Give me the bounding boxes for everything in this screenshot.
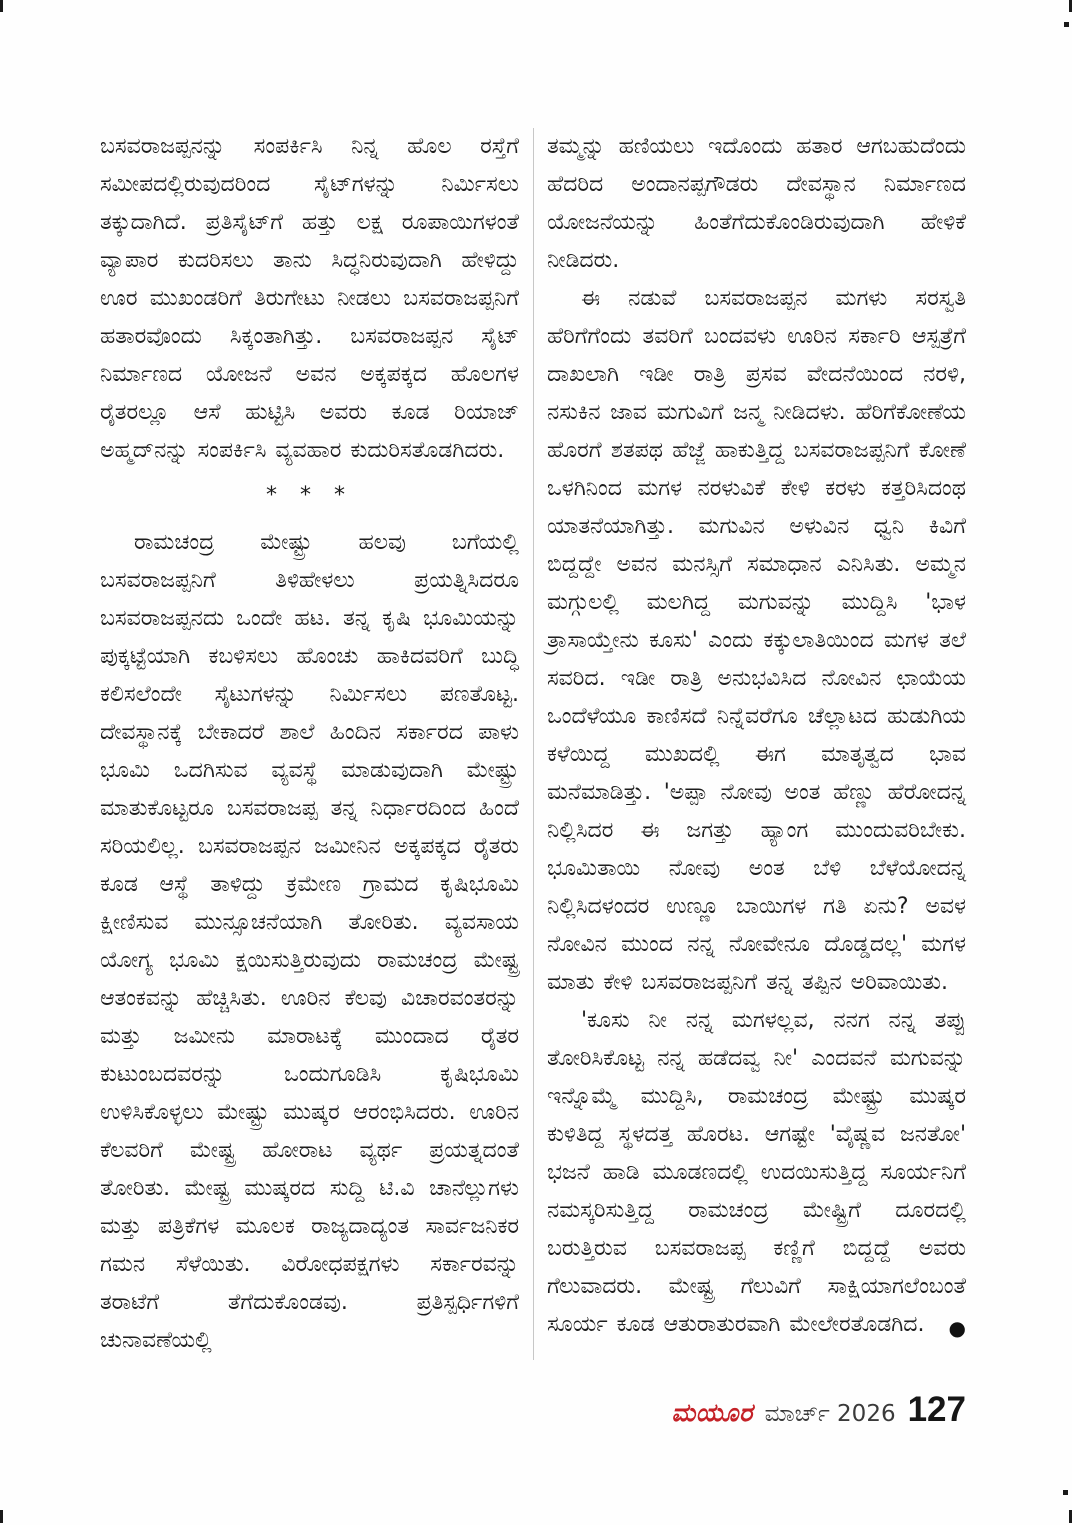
magazine-name: ಮಯೂರ <box>671 1398 753 1427</box>
issue-date: ಮಾರ್ಚ್ 2026 <box>764 1401 896 1427</box>
crop-mark-top-right-dot <box>1064 22 1069 27</box>
column-divider <box>533 128 534 1360</box>
paragraph-left-2: ರಾಮಚಂದ್ರ ಮೇಷ್ಟ್ರು ಹಲವು ಬಗೆಯಲ್ಲಿ ಬಸವರಾಜಪ್ಪನಿಗೆ ತಿಳಿಹೇಳಲು ಪ್ರಯತ್ನಿಸಿದರೂ ಬಸವರಾಜಪ್ಪನದು ಒಂದೇ ಹಟ. ತನ್ನ ಕೃಷಿ ಭೂಮಿಯನ್ನು ಪುಕ್ಕಟ್ಟೆಯಾಗಿ ಕಬಳಿಸಲು ಹೊಂಚು ಹಾಕಿದವರಿಗೆ ಬುದ್ಧಿ ಕಲಿಸಲೆಂದೇ ಸೈಟುಗಳನ್ನು ನಿರ್ಮಿಸಲು ಪಣತೊಟ್ಟ. ದೇವಸ್ಥಾನಕ್ಕೆ ಬೇಕಾದರೆ ಶಾಲೆ ಹಿಂದಿನ ಸರ್ಕಾರದ ಪಾಳು ಭೂಮಿ ಒದಗಿಸುವ ವ್ಯವಸ್ಥೆ ಮಾಡುವುದಾಗಿ ಮೇಷ್ಟ್ರು ಮಾತುಕೊಟ್ಟರೂ ಬಸವರಾಜಪ್ಪ ತನ್ನ ನಿರ್ಧಾರದಿಂದ ಹಿಂದೆ ಸರಿಯಲಿಲ್ಲ. ಬಸವರಾಜಪ್ಪನ ಜಮೀನಿನ ಅಕ್ಕಪಕ್ಕದ ರೈತರು ಕೂಡ ಆಸ್ಥೆ ತಾಳಿದ್ದು ಕ್ರಮೇಣ ಗ್ರಾಮದ ಕೃಷಿಭೂಮಿ ಕ್ಷೀಣಿಸುವ ಮುನ್ಸೂಚನೆಯಾಗಿ ತೋರಿತು. ವ್ಯವಸಾಯ ಯೋಗ್ಯ ಭೂಮಿ ಕ್ಷಯಿಸುತ್ತಿರುವುದು ರಾಮಚಂದ್ರ ಮೇಷ್ಟ್ರ ಆತಂಕವನ್ನು ಹೆಚ್ಚಿಸಿತು. ಊರಿನ ಕೆಲವು ವಿಚಾರವಂತರನ್ನು ಮತ್ತು ಜಮೀನು ಮಾರಾಟಕ್ಕೆ ಮುಂದಾದ ರೈತರ ಕುಟುಂಬದವರನ್ನು ಒಂದುಗೂಡಿಸಿ ಕೃಷಿಭೂಮಿ ಉಳಿಸಿಕೊಳ್ಳಲು ಮೇಷ್ಟ್ರು ಮುಷ್ಕರ ಆರಂಭಿಸಿದರು. ಊರಿನ ಕೆಲವರಿಗೆ ಮೇಷ್ಟ್ರ ಹೋರಾಟ ವ್ಯರ್ಥ ಪ್ರಯತ್ನದಂತೆ ತೋರಿತು. ಮೇಷ್ಟ್ರ ಮುಷ್ಕರದ ಸುದ್ದಿ ಟಿ.ವಿ ಚಾನೆಲ್ಲುಗಳು ಮತ್ತು ಪತ್ರಿಕೆಗಳ ಮೂಲಕ ರಾಜ್ಯದಾದ್ಯಂತ ಸಾರ್ವಜನಿಕರ ಗಮನ ಸೆಳೆಯಿತು. ವಿರೋಧಪಕ್ಷಗಳು ಸರ್ಕಾರವನ್ನು ತರಾಟೆಗೆ ತೆಗೆದುಕೊಂಡವು. ಪ್ರತಿಸ್ಪರ್ಧಿಗಳಿಗೆ ಚುನಾವಣೆಯಲ್ಲಿ <box>100 530 519 1353</box>
crop-mark-top-left <box>0 0 3 12</box>
crop-mark-bottom-right-dot <box>1063 1490 1068 1495</box>
page-number: 127 <box>907 1390 966 1429</box>
crop-mark-bottom-left <box>0 1510 3 1523</box>
article-end-mark: ● <box>948 1316 966 1340</box>
paragraph-left-1: ಬಸವರಾಜಪ್ಪನನ್ನು ಸಂಪರ್ಕಿಸಿ ನಿನ್ನ ಹೊಲ ರಸ್ತೆಗೆ ಸಮೀಪದಲ್ಲಿರುವುದರಿಂದ ಸೈಟ್‌ಗಳನ್ನು ನಿರ್ಮಿಸಲು ತಕ್ಕುದಾಗಿದೆ. ಪ್ರತಿಸೈಟ್‌ಗೆ ಹತ್ತು ಲಕ್ಷ ರೂಪಾಯಿಗಳಂತೆ ವ್ಯಾಪಾರ ಕುದರಿಸಲು ತಾನು ಸಿದ್ಧನಿರುವುದಾಗಿ ಹೇಳಿದ್ದು ಊರ ಮುಖಂಡರಿಗೆ ತಿರುಗೇಟು ನೀಡಲು ಬಸವರಾಜಪ್ಪನಿಗೆ ಹತಾರವೊಂದು ಸಿಕ್ಕಂತಾಗಿತ್ತು. ಬಸವರಾಜಪ್ಪನ ಸೈಟ್ ನಿರ್ಮಾಣದ ಯೋಜನೆ ಅವನ ಅಕ್ಕಪಕ್ಕದ ಹೊಲಗಳ ರೈತರಲ್ಲೂ ಆಸೆ ಹುಟ್ಟಿಸಿ ಅವರು ಕೂಡ ರಿಯಾಜ್ ಅಹ್ಮದ್‌ನನ್ನು ಸಂಪರ್ಕಿಸಿ ವ್ಯವಹಾರ ಕುದುರಿಸತೊಡಗಿದರು. <box>100 134 519 463</box>
section-separator: * * * <box>266 483 353 508</box>
article-column-left <box>100 128 519 1360</box>
page-footer <box>671 1390 966 1430</box>
paragraph-right-3 <box>547 1002 966 1344</box>
article-column-right <box>547 128 966 1360</box>
paragraph-right-3-text: 'ಕೂಸು ನೀ ನನ್ನ ಮಗಳಲ್ಲವ, ನನಗ ನನ್ನ ತಪ್ಪು ತೋರಿಸಿಕೊಟ್ಟ ನನ್ನ ಹಡೆದವ್ವ ನೀ' ಎಂದವನೆ ಮಗುವನ್ನು ಇನ್ನೊಮ್ಮೆ ಮುದ್ದಿಸಿ, ರಾಮಚಂದ್ರ ಮೇಷ್ಟ್ರು ಮುಷ್ಕರ ಕುಳಿತಿದ್ದ ಸ್ಥಳದತ್ತ ಹೊರಟ. ಆಗಷ್ಟೇ 'ವೈಷ್ಣವ ಜನತೋ' ಭಜನೆ ಹಾಡಿ ಮೂಡಣದಲ್ಲಿ ಉದಯಿಸುತ್ತಿದ್ದ ಸೂರ್ಯನಿಗೆ ನಮಸ್ಕರಿಸುತ್ತಿದ್ದ ರಾಮಚಂದ್ರ ಮೇಷ್ಟ್ರಿಗೆ ದೂರದಲ್ಲಿ ಬರುತ್ತಿರುವ ಬಸವರಾಜಪ್ಪ ಕಣ್ಣಿಗೆ ಬಿದ್ದದ್ದೆ ಅವರು ಗೆಲುವಾದರು. ಮೇಷ್ಟ್ರ ಗೆಲುವಿಗೆ ಸಾಕ್ಷಿಯಾಗಲೆಂಬಂತೆ ಸೂರ್ಯ ಕೂಡ ಆತುರಾತುರವಾಗಿ ಮೇಲೇರತೊಡಗಿದ. <box>547 1008 966 1337</box>
article-body <box>100 128 966 1360</box>
paragraph-right-2: ಈ ನಡುವೆ ಬಸವರಾಜಪ್ಪನ ಮಗಳು ಸರಸ್ವತಿ ಹೆರಿಗೆಗೆಂದು ತವರಿಗೆ ಬಂದವಳು ಊರಿನ ಸರ್ಕಾರಿ ಆಸ್ಪತ್ರೆಗೆ ದಾಖಲಾಗಿ ಇಡೀ ರಾತ್ರಿ ಪ್ರಸವ ವೇದನೆಯಿಂದ ನರಳಿ, ನಸುಕಿನ ಜಾವ ಮಗುವಿಗೆ ಜನ್ಮ ನೀಡಿದಳು. ಹೆರಿಗೆಕೋಣೆಯ ಹೊರಗೆ ಶತಪಥ ಹೆಜ್ಜೆ ಹಾಕುತ್ತಿದ್ದ ಬಸವರಾಜಪ್ಪನಿಗೆ ಕೋಣೆ ಒಳಗಿನಿಂದ ಮಗಳ ನರಳುವಿಕೆ ಕೇಳಿ ಕರಳು ಕತ್ತರಿಸಿದಂಥ ಯಾತನೆಯಾಗಿತ್ತು. ಮಗುವಿನ ಅಳುವಿನ ಧ್ವನಿ ಕಿವಿಗೆ ಬಿದ್ದದ್ದೇ ಅವನ ಮನಸ್ಸಿಗೆ ಸಮಾಧಾನ ಎನಿಸಿತು. ಅಮ್ಮನ ಮಗ್ಗುಲಲ್ಲಿ ಮಲಗಿದ್ದ ಮಗುವನ್ನು ಮುದ್ದಿಸಿ 'ಭಾಳ ತ್ರಾಸಾಯ್ತೇನು ಕೂಸು' ಎಂದು ಕಕ್ಕುಲಾತಿಯಿಂದ ಮಗಳ ತಲೆ ಸವರಿದ. ಇಡೀ ರಾತ್ರಿ ಅನುಭವಿಸಿದ ನೋವಿನ ಛಾಯೆಯ ಒಂದೆಳೆಯೂ ಕಾಣಿಸದೆ ನಿನ್ನೆವರೆಗೂ ಚೆಲ್ಲಾಟದ ಹುಡುಗಿಯ ಕಳೆಯಿದ್ದ ಮುಖದಲ್ಲಿ ಈಗ ಮಾತೃತ್ವದ ಭಾವ ಮನೆಮಾಡಿತ್ತು. 'ಅಪ್ಪಾ ನೋವು ಅಂತ ಹೆಣ್ಣು ಹೆರೋದನ್ನ ನಿಲ್ಲಿಸಿದರ ಈ ಜಗತ್ತು ಹ್ಯಾಂಗ ಮುಂದುವರಿಬೇಕು. ಭೂಮಿತಾಯಿ ನೋವು ಅಂತ ಬೆಳಿ ಬೆಳೆಯೋದನ್ನ ನಿಲ್ಲಿಸಿದಳಂದರ ಉಣ್ಣೂ ಬಾಯಿಗಳ ಗತಿ ಏನು? ಅವಳ ನೋವಿನ ಮುಂದ ನನ್ನ ನೋವೇನೂ ದೊಡ್ಡದಲ್ಲ' ಮಗಳ ಮಾತು ಕೇಳಿ ಬಸವರಾಜಪ್ಪನಿಗೆ ತನ್ನ ತಪ್ಪಿನ ಅರಿವಾಯಿತು. <box>547 286 966 995</box>
paragraph-right-1: ತಮ್ಮನ್ನು ಹಣಿಯಲು ಇದೊಂದು ಹತಾರ ಆಗಬಹುದೆಂದು ಹೆದರಿದ ಅಂದಾನಪ್ಪಗೌಡರು ದೇವಸ್ಥಾನ ನಿರ್ಮಾಣದ ಯೋಜನೆಯನ್ನು ಹಿಂತೆಗೆದುಕೊಂಡಿರುವುದಾಗಿ ಹೇಳಿಕೆ ನೀಡಿದರು. <box>547 134 966 273</box>
